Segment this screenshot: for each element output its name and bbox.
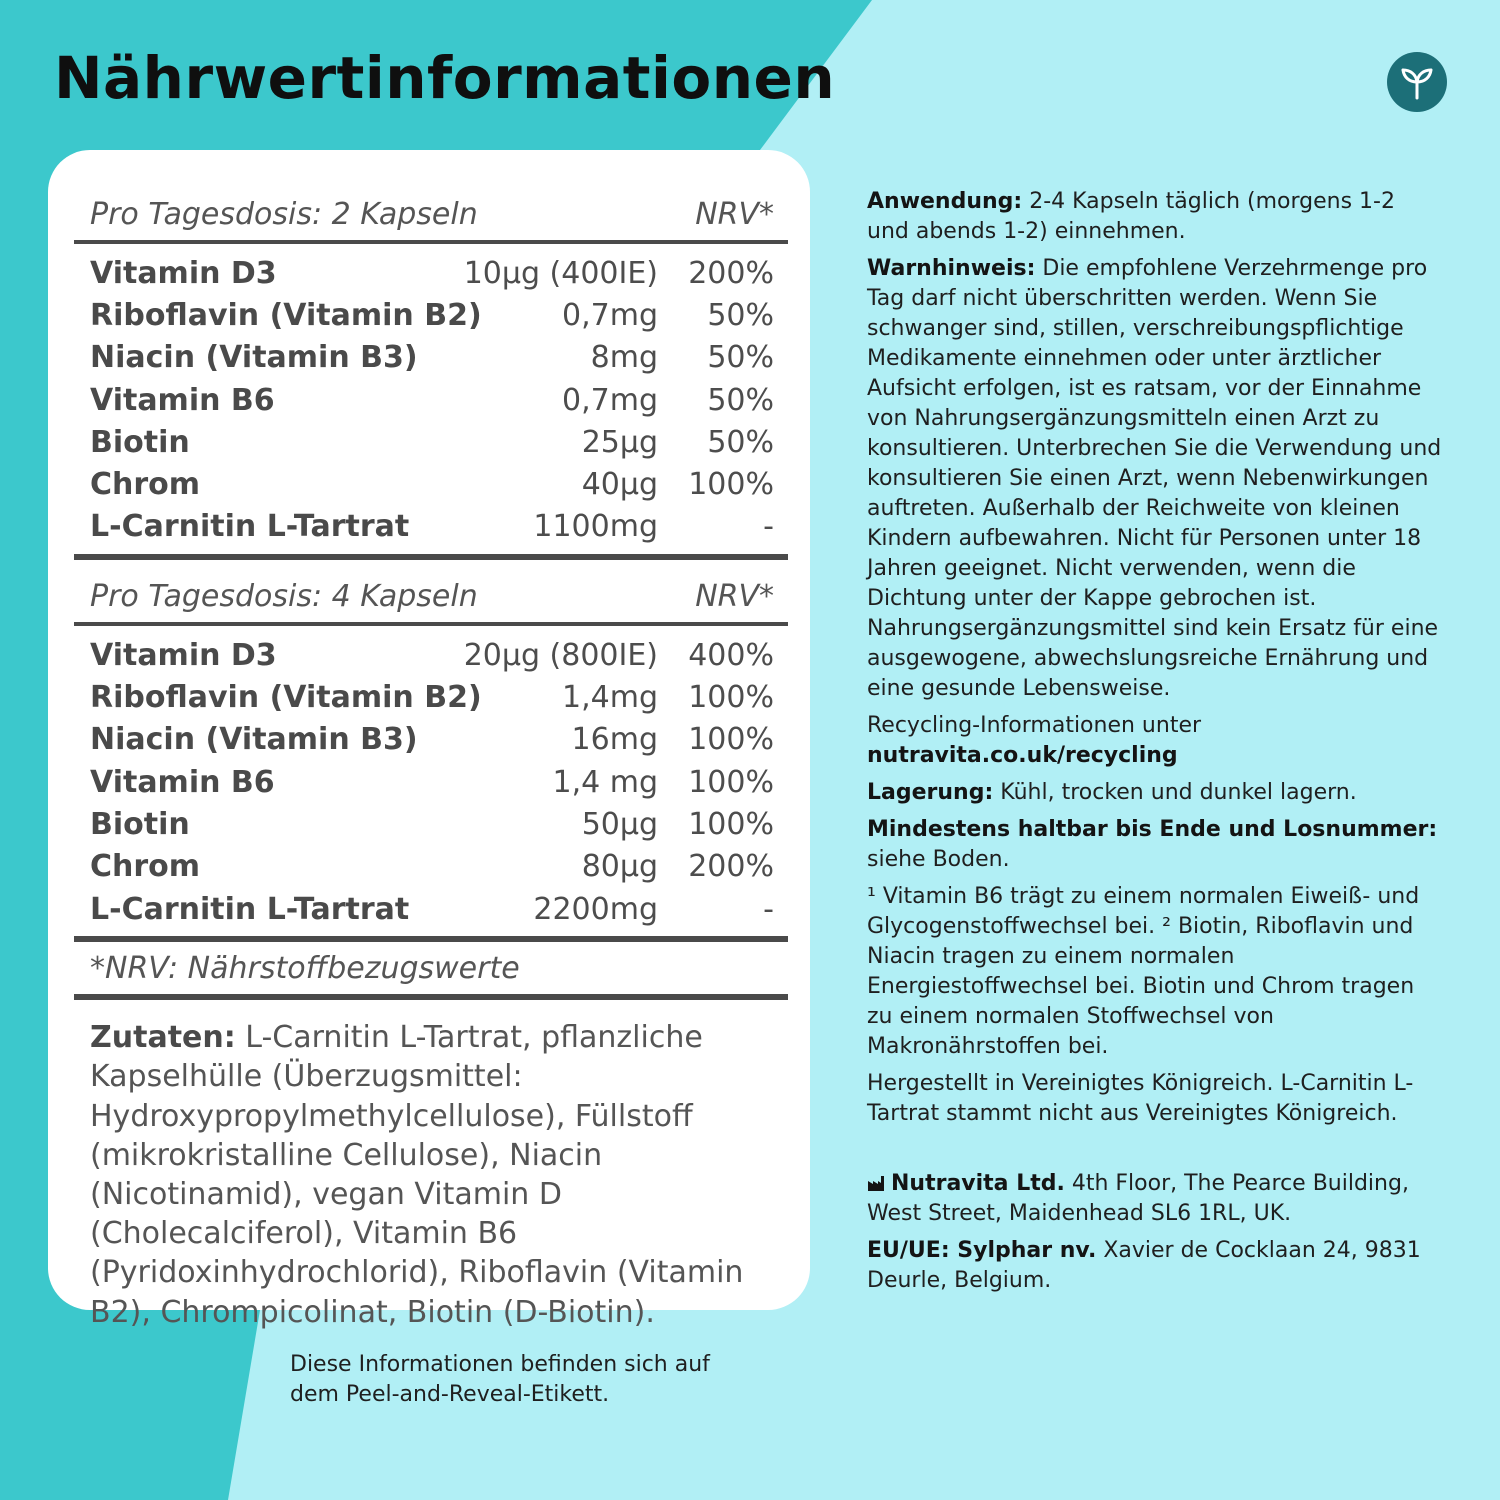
nutrient-name: L-Carnitin L-Tartrat xyxy=(90,509,410,545)
nutrient-nrv: 50% xyxy=(707,340,774,376)
nutrient-name: L-Carnitin L-Tartrat xyxy=(90,891,410,927)
manufacturer-address: 4th Floor, The Pearce Building, West Street, Maidenhead SL6 1RL, UK. xyxy=(867,1171,1409,1226)
best-before-label: Mindestens haltbar bis Ende und Losnummer: xyxy=(867,817,1438,842)
table-row xyxy=(74,761,788,803)
nutrient-nrv: - xyxy=(763,891,774,927)
nutrient-name: Niacin (Vitamin B3) xyxy=(90,340,418,376)
table1-nrv-header: NRV* xyxy=(695,197,774,232)
nutrient-amount: 16mg xyxy=(571,722,658,758)
table1-header-label: Pro Tagesdosis: 2 Kapseln xyxy=(90,197,478,232)
eu-label: EU/UE: Sylphar nv. xyxy=(867,1238,1097,1263)
storage-label: Lagerung: xyxy=(867,780,994,805)
origin-paragraph: Hergestellt in Vereinigtes Königreich. L-Carnitin L-Tartrat stammt nicht aus Vereinigtes Königreich. xyxy=(867,1071,1414,1126)
table-row xyxy=(74,676,788,718)
nutrient-amount: 2200mg xyxy=(533,891,658,927)
usage-paragraph xyxy=(867,187,1442,247)
claims-paragraph: ¹ Vitamin B6 trägt zu einem normalen Eiweiß- und Glycogenstoffwechsel bei. ² Biotin, Riboflavin und Niacin tragen zu einem normalen Energiestoffwechsel bei. Biotin und Chrom tragen zu einem normalen Stoffwechsel von Makronährstoffen bei. xyxy=(867,884,1420,1059)
nutrient-amount: 80µg xyxy=(581,849,658,885)
table-row xyxy=(74,421,788,463)
nutrient-nrv: 50% xyxy=(707,382,774,418)
table-row xyxy=(74,252,788,294)
nutrient-name: Chrom xyxy=(90,849,201,885)
table-row xyxy=(74,846,788,888)
nutrient-name: Chrom xyxy=(90,467,201,503)
nutrient-amount: 8mg xyxy=(590,340,658,376)
nutrient-name: Vitamin B6 xyxy=(90,764,275,800)
nutrient-nrv: 50% xyxy=(707,297,774,333)
nutrition-card xyxy=(48,150,810,1330)
nutrient-amount: 0,7mg xyxy=(562,382,658,418)
peel-note: Diese Informationen befinden sich auf dem Peel-and-Reveal-Etikett. xyxy=(290,1352,710,1407)
ingredients-text xyxy=(74,1000,796,1332)
table2-nrv-header: NRV* xyxy=(695,579,774,615)
nutrient-amount: 1,4 mg xyxy=(552,764,658,800)
table2-header xyxy=(74,560,788,626)
table-row xyxy=(74,463,788,505)
recycling-text: Recycling-Informationen unter xyxy=(867,713,1202,738)
nutrient-name: Vitamin D3 xyxy=(90,255,277,291)
nutrient-amount: 50µg xyxy=(581,806,658,842)
recycling-paragraph xyxy=(867,711,1442,771)
nutrient-amount: 25µg xyxy=(581,424,658,460)
table2-rows xyxy=(74,626,788,936)
nutrient-amount: 0,7mg xyxy=(562,297,658,333)
storage-paragraph xyxy=(867,778,1442,808)
nutrient-amount: 10µg (400IE) xyxy=(463,255,658,291)
warning-paragraph xyxy=(867,254,1442,704)
best-before-paragraph xyxy=(867,815,1442,875)
nutrient-nrv: - xyxy=(763,509,774,545)
table-row xyxy=(74,337,788,379)
factory-icon xyxy=(867,1175,887,1191)
nutrient-name: Biotin xyxy=(90,806,190,842)
table-row xyxy=(74,719,788,761)
nutrient-amount: 40µg xyxy=(581,467,658,503)
best-before-text: siehe Boden. xyxy=(867,847,1010,872)
nutrient-nrv: 100% xyxy=(688,806,774,842)
recycling-link[interactable]: nutravita.co.uk/recycling xyxy=(867,743,1178,768)
info-column xyxy=(867,187,1442,1303)
leaf-icon xyxy=(1387,52,1447,112)
nutrient-amount: 1100mg xyxy=(533,509,658,545)
nutrient-name: Riboflavin (Vitamin B2) xyxy=(90,680,482,716)
nutrient-name: Riboflavin (Vitamin B2) xyxy=(90,297,482,333)
table1-rows xyxy=(74,244,788,554)
table-row xyxy=(74,294,788,336)
table1-header xyxy=(74,178,788,244)
warning-text: Die empfohlene Verzehrmenge pro Tag darf nicht überschritten werden. Wenn Sie schwanger sind, stillen, verschreibungspflichtige Medikamente einnehmen oder unter ärztlicher Aufsicht erfolgen, ist es ratsam, vor der Einnahme von Nahrungsergänzungsmitteln einen Arzt zu konsultieren. Unterbrechen Sie die Verwendung und konsultieren Sie einen Arzt, wenn Nebenwirkungen auftreten. Außerhalb der Reichweite von kleinen Kindern aufbewahren. Nicht für Personen unter 18 Jahren geeignet. Nicht verwenden, wenn die Dichtung unter der Kappe gebrochen ist. Nahrungsergänzungsmittel sind kein Ersatz für eine ausgewogene, abwechslungsreiche Ernährung und eine gesunde Lebensweise. xyxy=(867,256,1442,701)
table-row xyxy=(74,888,788,930)
usage-label: Anwendung: xyxy=(867,189,1023,214)
nutrient-nrv: 100% xyxy=(688,467,774,503)
table-row xyxy=(74,506,788,548)
nutrient-name: Niacin (Vitamin B3) xyxy=(90,722,418,758)
table-row xyxy=(74,379,788,421)
ingredients-list: L-Carnitin L-Tartrat, pflanzliche Kapselhülle (Überzugsmittel: Hydroxypropylmethylcellulose), Füllstoff (mikrokristalline Cellulose), Niacin (Nicotinamid), vegan Vitamin D (Cholecalciferol), Vitamin B6 (Pyridoxinhydrochlorid), Riboflavin (Vitamin B2), Chrompicolinat, Biotin (D-Biotin). xyxy=(90,1020,744,1330)
nutrient-nrv: 100% xyxy=(688,680,774,716)
nutrient-nrv: 100% xyxy=(688,764,774,800)
page-title: Nährwertinformationen xyxy=(54,44,836,112)
manufacturer-label: Nutravita Ltd. xyxy=(891,1171,1065,1196)
nutrient-nrv: 200% xyxy=(688,255,774,291)
table-row xyxy=(74,634,788,676)
eu-rep-paragraph xyxy=(867,1236,1442,1296)
nutrient-name: Biotin xyxy=(90,424,190,460)
table-row xyxy=(74,803,788,845)
nutrient-amount: 20µg (800IE) xyxy=(463,637,658,673)
nutrient-nrv: 400% xyxy=(688,637,774,673)
nutrient-name: Vitamin B6 xyxy=(90,382,275,418)
nrv-footnote: *NRV: Nährstoffbezugswerte xyxy=(74,942,788,1000)
ingredients-label: Zutaten: xyxy=(90,1020,236,1056)
nutrient-nrv: 100% xyxy=(688,722,774,758)
table2-header-label: Pro Tagesdosis: 4 Kapseln xyxy=(90,579,478,615)
eu-address: Xavier de Cocklaan 24, 9831 Deurle, Belgium. xyxy=(867,1238,1421,1293)
usage-text: 2-4 Kapseln täglich (morgens 1-2 und abends 1-2) einnehmen. xyxy=(867,189,1395,244)
storage-text: Kühl, trocken und dunkel lagern. xyxy=(993,780,1357,805)
nutrient-amount: 1,4mg xyxy=(562,680,658,716)
nutrient-nrv: 200% xyxy=(688,849,774,885)
warning-label: Warnhinweis: xyxy=(867,256,1036,281)
nutrient-name: Vitamin D3 xyxy=(90,637,277,673)
nutrient-nrv: 50% xyxy=(707,424,774,460)
manufacturer-paragraph xyxy=(867,1169,1442,1229)
